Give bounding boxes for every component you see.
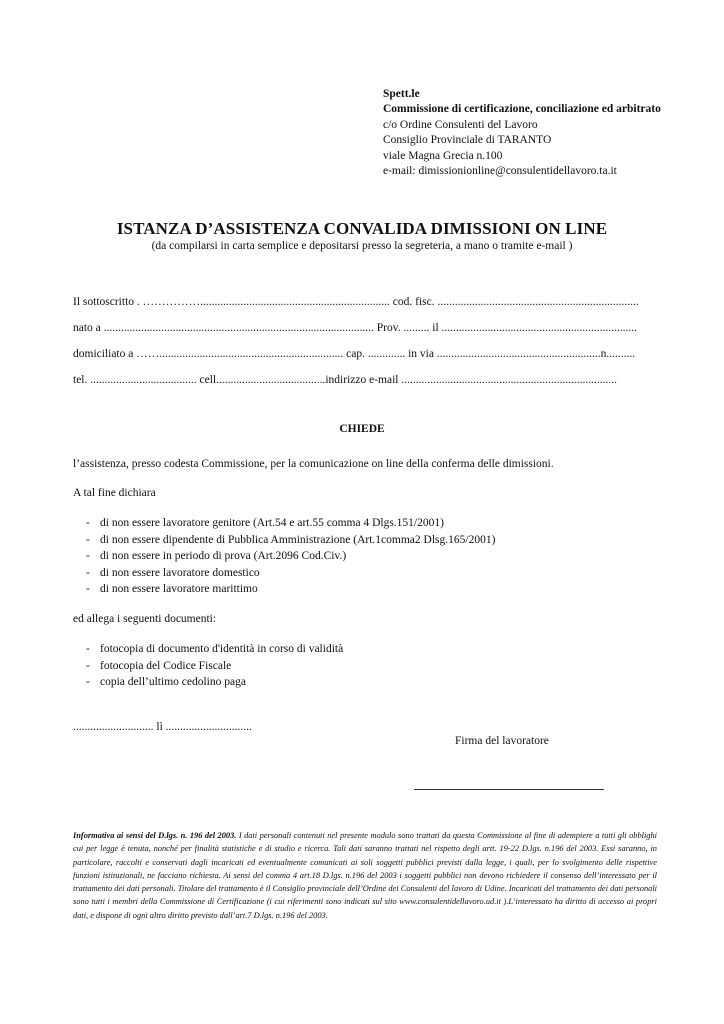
- document-subtitle: (da compilarsi in carta semplice e depositarsi presso la segreteria, a mano o tramite e-mail ): [151, 240, 573, 252]
- privacy-notice: [73, 829, 657, 922]
- dash-marker: -: [86, 517, 90, 529]
- declarations-list: [86, 515, 495, 598]
- recipient-address: [383, 87, 661, 179]
- declaration-item: - di non essere lavoratore marittimo: [86, 581, 495, 598]
- privacy-body: I dati personali contenuti nel presente modulo sono trattati da questa Commissione al fine di adempiere a tutti gli obblighi cui per legge è tenuta, nonché per finalità statistiche e di studio e ricerca. Tali dati saranno trattati nel rispetto degli artt. 19-22 D.lgs. n.196 del 2003. Essi saranno, in particolare, raccolti e conservati dagli incaricati ed eventualmente comunicati ai soli soggetti pubblici previsti dalla legge, i quali, per lo svolgimento delle rispettive funzioni istituzionali, ne facciano richiesta. Ai sensi del comma 4 art.18 D.lgs. n.196 del 2003 i soggetti pubblici non devono richiedere il consenso dell’interessato per il trattamento dei dati personali. Titolare del trattamento è il Consiglio provinciale dell’Ordine dei Consulenti del lavoro di Udine. Incaricati del trattamento dei dati personali sono tutti i membri della Commissione di Certificazione (i cui riferimenti sono indicati sul sito www.consulentidellavoro.ud.it ).L’interessato ha diritto di accesso ai propri dati, e dispone di ogni altro diritto previsto dall’art.7 D.lgs. n.196 del 2003.: [73, 831, 657, 920]
- attachment-item: - fotocopia di documento d'identità in corso di validità: [86, 641, 343, 658]
- chiede-heading: CHIEDE: [339, 423, 385, 435]
- recipient-salutation: Spett.le: [383, 88, 420, 100]
- document-title: ISTANZA D’ASSISTENZA CONVALIDA DIMISSIONI ON LINE: [116, 219, 608, 238]
- attachment-item: - fotocopia del Codice Fiscale: [86, 658, 343, 675]
- form-line-name[interactable]: Il sottoscritto . …………….................................................................. cod. fisc. ......................................................................: [73, 296, 639, 308]
- request-text: l’assistenza, presso codesta Commissione, per la comunicazione on line della conferma delle dimissioni.: [73, 458, 554, 470]
- recipient-line: viale Magna Grecia n.100: [383, 149, 503, 162]
- form-line-address[interactable]: domiciliato a ……................................................................ cap. ............. in via .........................................................n..........: [73, 348, 636, 360]
- declaration-item: - di non essere lavoratore genitore (Art.54 e art.55 comma 4 Dlgs.151/2001): [86, 515, 495, 532]
- attachment-item: - copia dell’ultimo cedolino paga: [86, 674, 343, 691]
- signature-label: Firma del lavoratore: [455, 735, 549, 747]
- form-line-birth[interactable]: nato a .............................................................................................. Prov. ......... il ....................................................................: [73, 322, 638, 334]
- recipient-line: c/o Ordine Consulenti del Lavoro: [383, 118, 538, 131]
- signature-line[interactable]: [414, 789, 604, 790]
- attachments-list: [86, 641, 343, 691]
- declaration-item: - di non essere lavoratore domestico: [86, 565, 495, 582]
- dash-marker: -: [86, 643, 90, 655]
- recipient-email: e-mail: dimissionionline@consulentidellavoro.ta.it: [383, 165, 617, 178]
- dash-marker: -: [86, 676, 90, 689]
- declaration-item: - di non essere dipendente di Pubblica Amministrazione (Art.1comma2 Dlsg.165/2001): [86, 532, 495, 549]
- dash-marker: -: [86, 583, 90, 596]
- place-date-line[interactable]: ............................ lì ..............................: [73, 721, 252, 733]
- dash-marker: -: [86, 533, 90, 546]
- attach-intro: ed allega i seguenti documenti:: [73, 613, 217, 625]
- privacy-heading: Informativa ai sensi del D.lgs. n. 196 del 2003.: [73, 831, 237, 840]
- declaration-item: - di non essere in periodo di prova (Art.2096 Cod.Civ.): [86, 548, 495, 565]
- recipient-commission: Commissione di certificazione, conciliazione ed arbitrato: [383, 103, 661, 116]
- dash-marker: -: [86, 550, 90, 563]
- recipient-line: Consiglio Provinciale di TARANTO: [383, 134, 552, 147]
- dash-marker: -: [86, 659, 90, 672]
- declare-intro: A tal fine dichiara: [73, 487, 156, 499]
- dash-marker: -: [86, 566, 90, 579]
- form-line-contacts[interactable]: tel. ..................................... cell......................................indirizzo e-mail ...........................................................................: [73, 374, 617, 386]
